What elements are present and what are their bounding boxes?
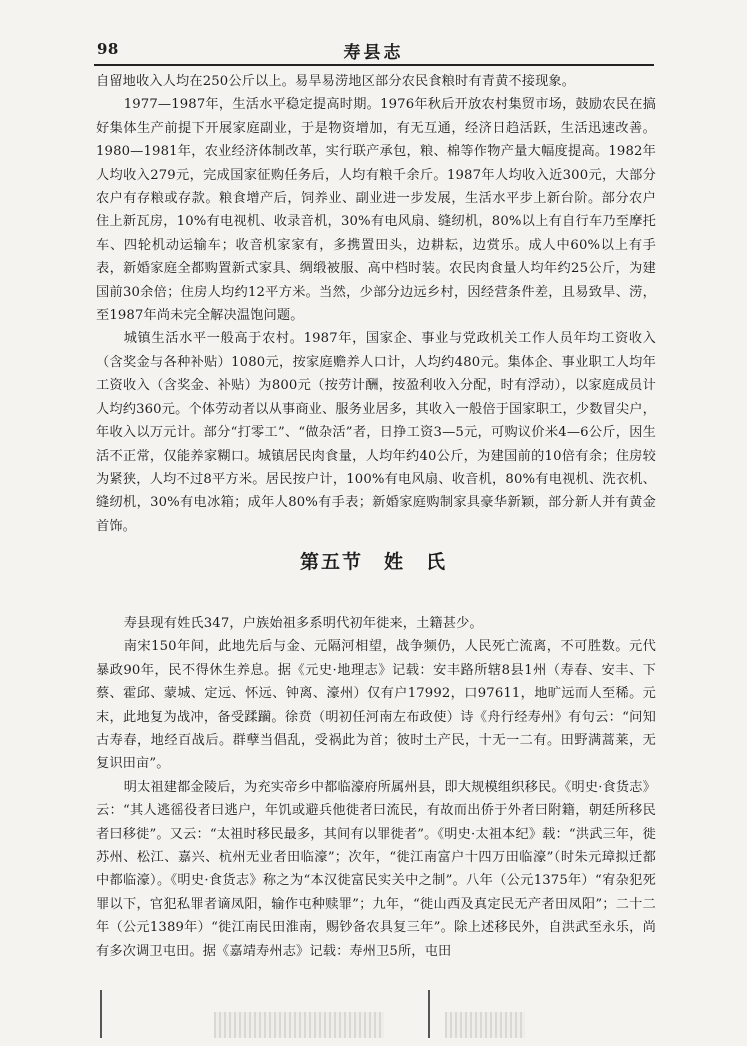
section-title: 第五节 姓 氏	[299, 551, 447, 573]
paragraph-continued: 自留地收入人均在250公斤以上。易旱易涝地区部分农民食粮时有青黄不接现象。	[96, 74, 576, 89]
surnames-text	[96, 612, 656, 963]
paragraph-urban-living: 城镇生活水平一般高于农村。1987年，国家企、事业与党政机关工作人员年均工资收入（含奖金与各种补贴）1080元，按家庭赡养人口计，人均约480元。集体企、事业职工人均年工资收入（含奖金、补贴）为800元（按劳计酬，按盈利收入分配，时有浮动），以家庭成员计人均约360元。个体劳动者以从事商业、服务业居多，其收入一般倍于国家职工，少数冒尖户，年收入以万元计。部分“打零工”、“做杂活”者，日挣工资3—5元，可购议价米4—6公斤，因生活不正常，仅能养家糊口。城镇居民肉食量，人均年约40公斤，为建国前的10倍有余；住房较为紧狭，人均不过8平方米。居民按户计，100%有电风扇、收音机，80%有电视机、洗衣机、缝纫机，30%有电冰箱；成年人80%有手表；新婚家庭购制家具豪华新颖，部分新人并有黄金首饰。	[96, 331, 656, 534]
paragraph-song-yuan-history: 南宋150年间，此地先后与金、元隔河相望，战争频仍，人民死亡流离，不可胜数。元代暴政90年，民不得休生养息。据《元史·地理志》记载：安丰路所辖8县1州（寿春、安丰、下蔡、霍邱、蒙城、定远、怀远、钟离、濠州）仅有户17992，口97611，地旷远而人至稀。元末，此地复为战冲，备受蹂躏。徐贲（明初任河南左布政使）诗《舟行经寿州》有句云：“问知古寿春，地经百战后。群孽当倡乱，受祸此为首；彼时土产民，十无一二有。田野满蒿莱，无复识田亩”。	[96, 639, 656, 772]
paragraph-ming-migration: 明太祖建都金陵后，为充实帝乡中都临濠府所属州县，即大规模组织移民。《明史·食货志》云：“其人逃徭役者曰逃户，年饥或避兵他徙者曰流民，有故而出侨于外者曰附籍，朝廷所移民者曰移徙”。又云：“太祖时移民最多，其间有以罪徙者”。《明史·太祖本纪》载：“洪武三年，徙苏州、松江、嘉兴、杭州无业者田临濠”；次年，“徙江南富户十四万田临濠”（时朱元璋拟迁都中都临濠）。《明史·食货志》称之为“本汉徙富民实关中之制”。八年（公元1375年）“宥杂犯死罪以下，官犯私罪者谪凤阳，输作屯种赎罪”；九年，“徙山西及真定民无产者田凤阳”；二十二年（公元1389年）“徙江南民田淮南，赐钞备农具复三年”。除上述移民外，自洪武至永乐，尚有多次调卫屯田。据《嘉靖寿州志》记载：寿州卫5所，屯田	[96, 779, 656, 959]
scan-artifact-smudge	[445, 1012, 525, 1038]
header-rule	[94, 64, 654, 66]
paragraph-surname-count: 寿县现有姓氏347，户族始祖多系明代初年徙来，土籍甚少。	[123, 616, 483, 631]
living-standard-text	[96, 70, 656, 538]
scan-artifact-line	[100, 990, 102, 1038]
scan-artifact-line	[428, 990, 430, 1038]
running-title: 寿县志	[343, 43, 404, 63]
page-number: 98	[97, 40, 119, 58]
scan-artifact-smudge	[214, 1012, 384, 1038]
paragraph-rural-1977-1987: 1977—1987年，生活水平稳定提高时期。1976年秋后开放农村集贸市场，鼓励农民在搞好集体生产前提下开展家庭副业，于是物资增加，有无互通，经济日趋活跃，生活迅速改善。1980—1981年，农业经济体制改革，实行联产承包，粮、棉等作物产量大幅度提高。1982年人均收入279元，完成国家征购任务后，人均有粮千余斤。1987年人均收入近300元，大部分农户有存粮或存款。粮食增产后，饲养业、副业进一步发展，生活水平步上新台阶。部分农户住上新瓦房，10%有电视机、收录音机，30%有电风扇、缝纫机，80%以上有自行车乃至摩托车、四轮机动运输车；收音机家家有，多携置田头，边耕耘，边赏乐。成人中60%以上有手表，新婚家庭全都购置新式家具、绸缎被服、高中档时装。农民肉食量人均年约25公斤，为建国前30余倍；住房人均约12平方米。当然，少部分边远乡村，因经营条件差，且易致旱、涝，至1987年尚未完全解决温饱问题。	[96, 97, 656, 324]
